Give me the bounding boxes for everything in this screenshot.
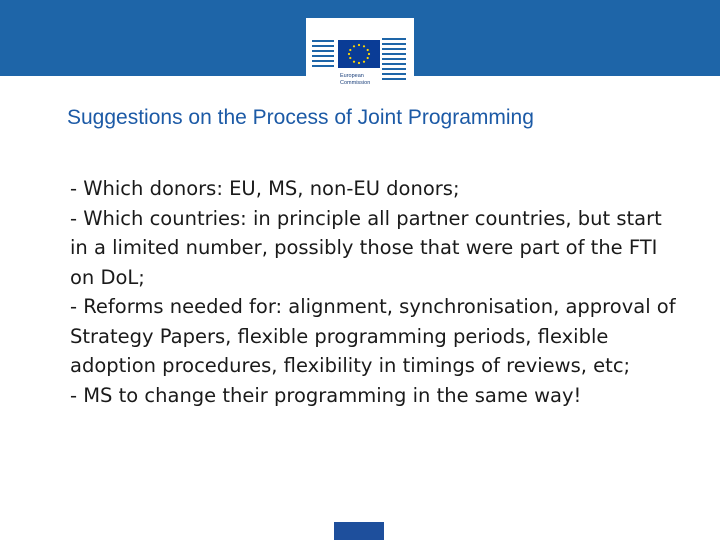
logo-wordmark: European Commission bbox=[340, 73, 371, 86]
bullet-item: - Reforms needed for: alignment, synchronisation, approval of Strategy Papers, flexible programming periods, flexible adoption procedures, flexibility in timings of reviews, etc; bbox=[70, 295, 676, 377]
footer-bar bbox=[334, 522, 384, 540]
bullet-item: - Which donors: EU, MS, non-EU donors; bbox=[70, 177, 460, 200]
commission-building-icon bbox=[306, 18, 414, 98]
bullet-item: - Which countries: in principle all partner countries, but start in a limited number, possibly those that were part of the FTI on DoL; bbox=[70, 206, 662, 289]
slide-title: Suggestions on the Process of Joint Programming bbox=[67, 106, 534, 129]
bullet-list bbox=[70, 174, 680, 410]
bullet-item: - MS to change their programming in the same way! bbox=[70, 383, 582, 407]
european-commission-logo bbox=[306, 18, 414, 98]
